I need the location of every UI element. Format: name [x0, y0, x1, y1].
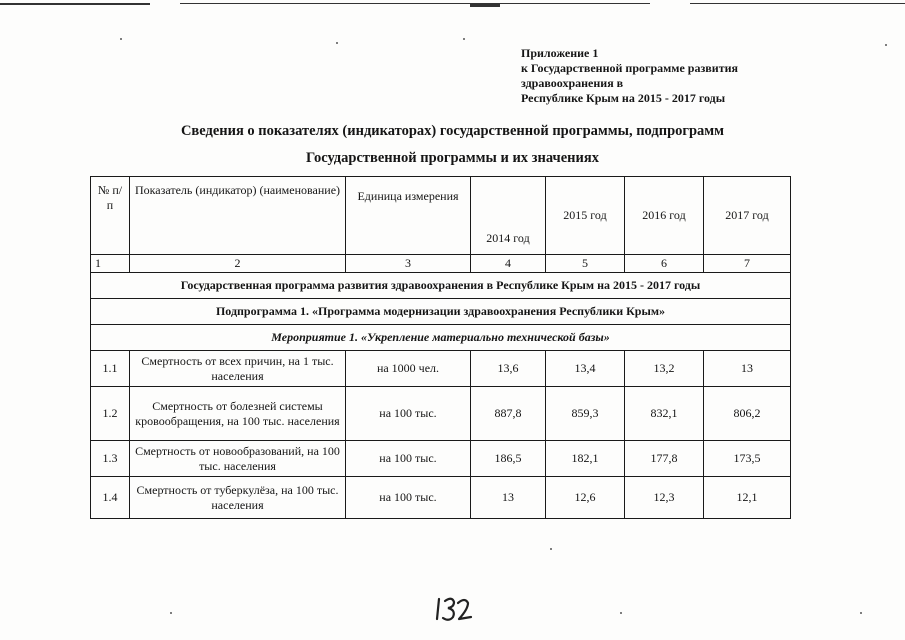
value-2014: 887,8	[471, 387, 546, 441]
document-title-line-1: Сведения о показателях (индикаторах) государственной программы, подпрограмм	[180, 123, 725, 139]
header-year-2016: 2016 год	[625, 177, 704, 255]
table-row	[91, 351, 791, 387]
column-number-row	[91, 255, 791, 273]
value-2016: 12,3	[625, 477, 704, 519]
event-row	[91, 325, 791, 351]
value-2016: 13,2	[625, 351, 704, 387]
unit-cell: на 100 тыс.	[346, 387, 471, 441]
column-number: 7	[704, 255, 791, 273]
value-2016: 177,8	[625, 441, 704, 477]
column-number: 4	[471, 255, 546, 273]
program-row	[91, 273, 791, 299]
scan-edge-line	[180, 3, 650, 4]
column-number: 1	[91, 255, 130, 273]
header-year-2014: 2014 год	[471, 177, 546, 255]
program-title: Государственная программа развития здравоохранения в Республике Крым на 2015 - 2017 годы	[91, 273, 791, 299]
indicator-name: Смертность от всех причин, на 1 тыс. населения	[130, 351, 346, 387]
indicator-table	[90, 176, 791, 519]
value-2017: 806,2	[704, 387, 791, 441]
value-2016: 832,1	[625, 387, 704, 441]
header-row	[91, 177, 791, 255]
appendix-line: Приложение 1	[521, 46, 599, 60]
scan-edge-line	[690, 3, 905, 4]
value-2015: 12,6	[546, 477, 625, 519]
indicator-name: Смертность от новообразований, на 100 тыс. населения	[130, 441, 346, 477]
header-number: № п/п	[91, 177, 130, 255]
value-2017: 173,5	[704, 441, 791, 477]
appendix-line: здравоохранения в	[521, 76, 624, 90]
appendix-note	[521, 46, 821, 106]
header-unit: Единица измерения	[346, 177, 471, 255]
subprogram-title: Подпрограмма 1. «Программа модернизации здравоохранения Республики Крым»	[91, 299, 791, 325]
document-title-line-2: Государственной программы и их значениях	[306, 150, 599, 166]
indicator-name: Смертность от болезней системы кровообращения, на 100 тыс. населения	[130, 387, 346, 441]
row-number: 1.2	[91, 387, 130, 441]
scan-speck	[170, 612, 172, 614]
value-2017: 13	[704, 351, 791, 387]
value-2014: 13,6	[471, 351, 546, 387]
column-number: 2	[130, 255, 346, 273]
row-number: 1.1	[91, 351, 130, 387]
scan-speck	[620, 612, 622, 614]
value-2015: 859,3	[546, 387, 625, 441]
value-2014: 186,5	[471, 441, 546, 477]
value-2015: 13,4	[546, 351, 625, 387]
scan-edge-line	[470, 4, 500, 7]
appendix-line: к Государственной программе развития	[521, 61, 738, 75]
row-number: 1.3	[91, 441, 130, 477]
event-title: Мероприятие 1. «Укрепление материально технической базы»	[91, 325, 791, 351]
subprogram-row	[91, 299, 791, 325]
column-number: 5	[546, 255, 625, 273]
scan-speck	[336, 42, 338, 44]
column-number: 6	[625, 255, 704, 273]
column-number: 3	[346, 255, 471, 273]
unit-cell: на 100 тыс.	[346, 441, 471, 477]
scan-speck	[550, 548, 552, 550]
header-year-2017: 2017 год	[704, 177, 791, 255]
table-row	[91, 387, 791, 441]
scan-speck	[860, 612, 862, 614]
appendix-line: Республике Крым на 2015 - 2017 годы	[521, 91, 726, 105]
indicator-name: Смертность от туберкулёза, на 100 тыс. населения	[130, 477, 346, 519]
scan-speck	[463, 38, 465, 40]
scan-speck	[120, 38, 122, 40]
scan-edge-line	[0, 3, 150, 5]
header-indicator: Показатель (индикатор) (наименование)	[130, 177, 346, 255]
unit-cell: на 100 тыс.	[346, 477, 471, 519]
value-2017: 12,1	[704, 477, 791, 519]
scan-speck	[885, 44, 887, 46]
value-2014: 13	[471, 477, 546, 519]
row-number: 1.4	[91, 477, 130, 519]
handwritten-page-number	[432, 595, 476, 625]
header-year-2015: 2015 год	[546, 177, 625, 255]
value-2015: 182,1	[546, 441, 625, 477]
table-row	[91, 477, 791, 519]
table-row	[91, 441, 791, 477]
unit-cell: на 1000 чел.	[346, 351, 471, 387]
